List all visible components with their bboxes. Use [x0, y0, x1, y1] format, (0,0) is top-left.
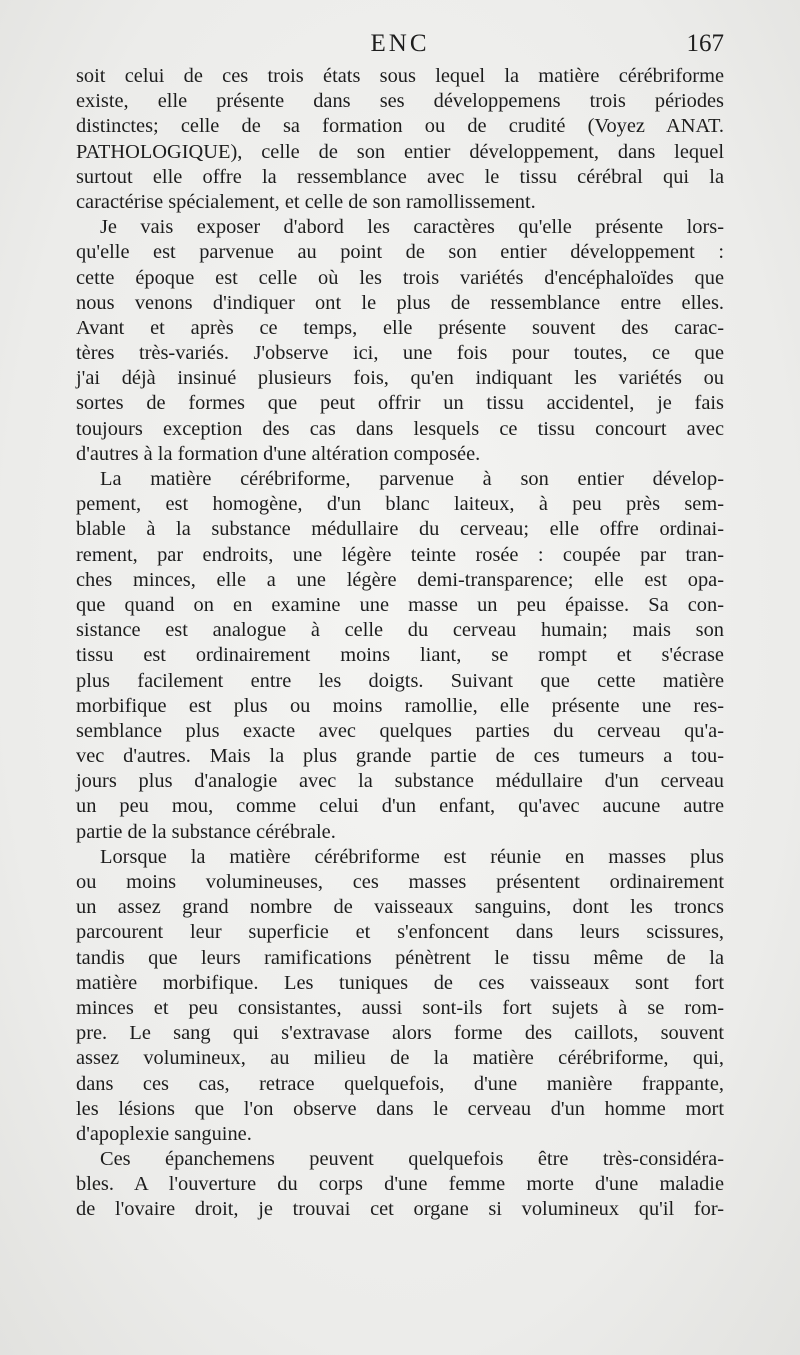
- text-line: tères très-variés. J'observe ici, une fois pour toutes, ce que: [76, 342, 724, 365]
- paragraph: [76, 215, 724, 467]
- text-line: sistance est analogue à celle du cerveau humain; mais son: [76, 619, 724, 642]
- text-line: nous venons d'indiquer ont le plus de ressemblance entre elles.: [76, 291, 724, 314]
- text-line: rement, par endroits, une légère teinte rosée : coupée par tran-: [76, 543, 724, 566]
- text-line: partie de la substance cérébrale.: [76, 820, 336, 843]
- text-line: minces et peu consistantes, aussi sont-ils fort sujets à se rom-: [76, 996, 724, 1019]
- text-line: vec d'autres. Mais la plus grande partie de ces tumeurs a tou-: [76, 745, 724, 768]
- text-line: que quand on en examine une masse un peu épaisse. Sa con-: [76, 593, 724, 616]
- text-line: morbifique est plus ou moins ramollie, elle présente une res-: [76, 694, 724, 717]
- body-text: [76, 64, 724, 1223]
- text-line: jours plus d'analogie avec la substance médullaire d'un cerveau: [76, 770, 724, 793]
- text-line: distinctes; celle de sa formation ou de crudité (Voyez ANAT.: [76, 115, 724, 138]
- text-line: dans ces cas, retrace quelquefois, d'une manière frappante,: [76, 1072, 724, 1095]
- text-line: parcourent leur superficie et s'enfoncent dans leurs scissures,: [76, 921, 724, 944]
- text-line: pement, est homogène, d'un blanc laiteux, à peu près sem-: [76, 493, 724, 516]
- running-head: ENC: [370, 30, 430, 57]
- text-line: surtout elle offre la ressemblance avec le tissu cérébral qui la: [76, 165, 724, 188]
- paragraph: [76, 845, 724, 1147]
- text-line: matière morbifique. Les tuniques de ces vaisseaux sont fort: [76, 971, 724, 994]
- text-line: j'ai déjà insinué plusieurs fois, qu'en indiquant les variétés ou: [76, 367, 724, 390]
- text-line: La matière cérébriforme, parvenue à son entier dévelop-: [100, 468, 724, 490]
- text-line: cette époque est celle où les trois variétés d'encéphaloïdes que: [76, 266, 724, 289]
- text-line: d'apoplexie sanguine.: [76, 1122, 252, 1145]
- page-number: 167: [686, 30, 724, 57]
- paragraph: [76, 1147, 724, 1223]
- text-line: existe, elle présente dans ses développemens trois périodes: [76, 90, 724, 113]
- text-line: soit celui de ces trois états sous lequel la matière cérébriforme: [76, 65, 724, 87]
- text-line: toujours exception des cas dans lesquels ce tissu concourt avec: [76, 417, 724, 440]
- paragraph: [76, 64, 724, 215]
- text-line: ches minces, elle a une légère demi-transparence; elle est opa-: [76, 568, 724, 591]
- text-line: ou moins volumineuses, ces masses présentent ordinairement: [76, 871, 724, 893]
- text-line: PATHOLOGIQUE), celle de son entier développement, dans lequel: [76, 140, 724, 163]
- text-line: blable à la substance médullaire du cerveau; elle offre ordinai-: [76, 518, 724, 541]
- text-line: plus facilement entre les doigts. Suivant que cette matière: [76, 669, 724, 692]
- text-line: Lorsque la matière cérébriforme est réunie en masses plus: [100, 845, 724, 868]
- text-line: tandis que leurs ramifications pénètrent le tissu même de la: [76, 946, 724, 969]
- text-line: Avant et après ce temps, elle présente souvent des carac-: [76, 316, 724, 339]
- text-line: caractérise spécialement, et celle de son ramollissement.: [76, 190, 536, 213]
- text-line: sortes de formes que peut offrir un tissu accidentel, je fais: [76, 392, 724, 415]
- text-line: assez volumineux, au milieu de la matière cérébriforme, qui,: [76, 1047, 724, 1070]
- text-line: tissu est ordinairement moins liant, se rompt et s'écrase: [76, 644, 724, 667]
- text-line: de l'ovaire droit, je trouvai cet organe si volumineux qu'il for-: [76, 1198, 724, 1221]
- text-line: les lésions que l'on observe dans le cerveau d'un homme mort: [76, 1097, 724, 1120]
- paragraph: [76, 467, 724, 845]
- text-line: un assez grand nombre de vaisseaux sanguins, dont les troncs: [76, 896, 724, 919]
- text-line: un peu mou, comme celui d'un enfant, qu'avec aucune autre: [76, 795, 724, 818]
- text-line: d'autres à la formation d'une altération composée.: [76, 442, 481, 465]
- page-header: [76, 30, 724, 64]
- text-line: qu'elle est parvenue au point de son entier développement :: [76, 241, 724, 264]
- text-line: Je vais exposer d'abord les caractères qu'elle présente lors-: [100, 216, 724, 239]
- text-line: pre. Le sang qui s'extravase alors forme des caillots, souvent: [76, 1022, 724, 1045]
- text-line: Ces épanchemens peuvent quelquefois être très-considéra-: [100, 1148, 724, 1171]
- text-line: semblance plus exacte avec quelques parties du cerveau qu'a-: [76, 719, 724, 742]
- text-line: bles. A l'ouverture du corps d'une femme morte d'une maladie: [76, 1173, 724, 1196]
